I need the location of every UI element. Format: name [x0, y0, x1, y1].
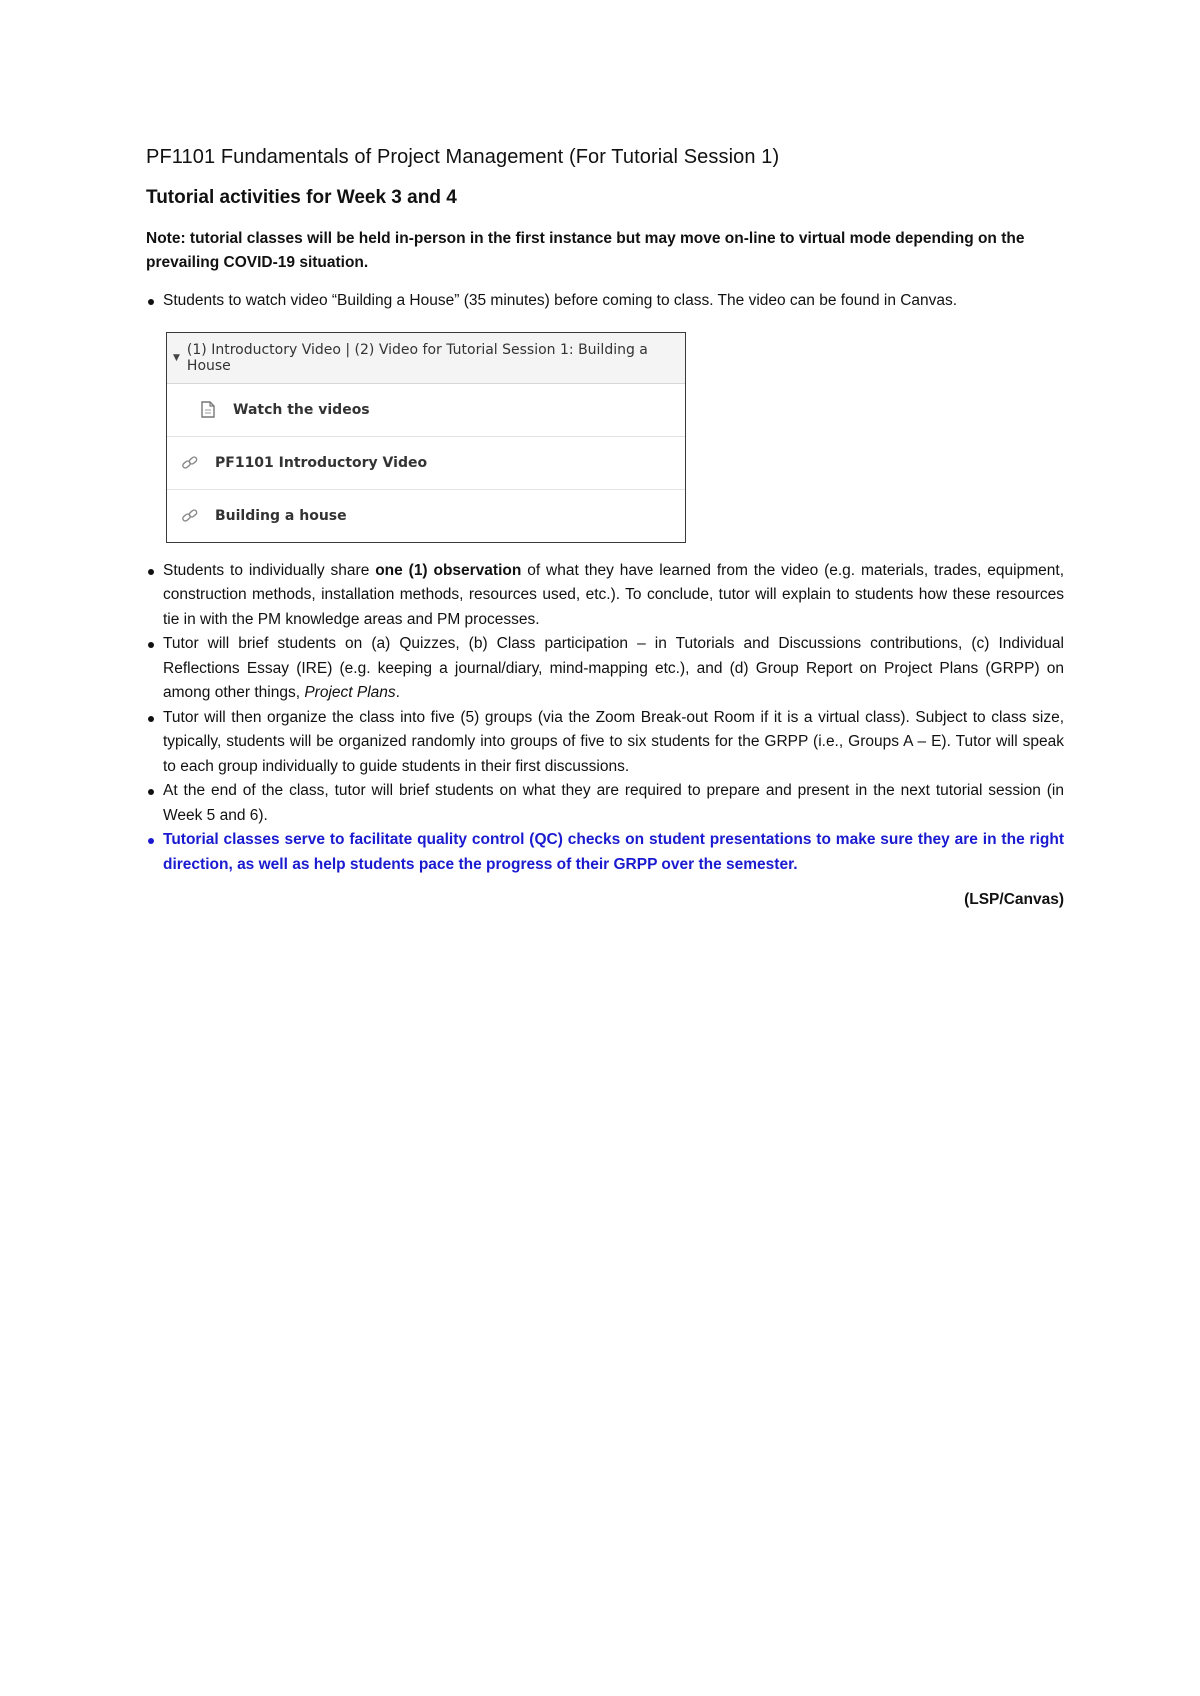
list-item [146, 559, 1064, 633]
link-icon [179, 508, 201, 524]
module-header[interactable] [167, 333, 685, 384]
list-item: At the end of the class, tutor will brief students on what they are required to prepare and present in the next tutorial session (in Week 5 and 6). [146, 779, 1064, 828]
signature: (LSP/Canvas) [964, 891, 1064, 908]
list-item-text: Students to individually share [163, 561, 376, 579]
module-item-introductory-video[interactable] [167, 437, 685, 490]
list-item [146, 632, 1064, 706]
list-item-text: of what they have learned from the video (e.g. materials, trades, equipment, construction methods, installation methods, resources used, etc.). To conclude, tutor will explain to students how these resources tie in with the PM knowledge areas and PM processes. [163, 561, 1064, 628]
note-paragraph [146, 227, 1064, 275]
module-item-label: PF1101 Introductory Video [215, 454, 428, 471]
list-item-emphasis: one (1) observation [375, 561, 522, 579]
list-item: Students to watch video “Building a House” (35 minutes) before coming to class. The video can be found in Canvas. [146, 289, 1064, 314]
list-item-text: . [395, 684, 400, 701]
list-item-text: Tutor will brief students on (a) Quizzes, (b) Class participation – in Tutorials and Discussions contributions, (c) Individual Reflections Essay (IRE) (e.g. keeping a journal/diary, mind-mapping etc.), and (d) Group Report on Project Plans (GRPP) on among other things, [163, 635, 1064, 701]
module-item-building-a-house[interactable] [167, 490, 685, 542]
module-item-label: Building a house [215, 507, 347, 524]
page-icon [197, 401, 219, 418]
module-header-title: (1) Introductory Video | (2) Video for Tutorial Session 1: Building a House [186, 341, 648, 374]
activity-list [146, 289, 1064, 314]
list-item: Tutor will then organize the class into five (5) groups (via the Zoom Break-out Room if it is a virtual class). Subject to class size, typically, students will be organized randomly into groups of five to six students for the GRPP (i.e., Groups A – E). Tutor will speak to each group individually to guide students in their first discussions. [146, 706, 1064, 780]
document-subtitle: Tutorial activities for Week 3 and 4 [146, 187, 457, 208]
document-page [146, 146, 1064, 909]
document-title: PF1101 Fundamentals of Project Management (For Tutorial Session 1) [146, 146, 780, 168]
activity-list-continued [146, 559, 1064, 878]
list-item-highlight: Tutorial classes serve to facilitate quality control (QC) checks on student presentations to make sure they are in the right direction, as well as help students pace the progress of their GRPP over the semester. [146, 828, 1064, 877]
canvas-module-screenshot [166, 332, 686, 543]
note-text: tutorial classes will be held in-person in the first instance but may move on-line to virtual mode depending on the prevailing COVID-19 situation. [146, 230, 1025, 271]
module-item-label: Watch the videos [233, 401, 370, 418]
module-item-watch-videos[interactable] [167, 384, 685, 437]
note-label: Note: [146, 230, 186, 247]
link-icon [179, 455, 201, 471]
list-item-italic: Project Plans [304, 684, 396, 701]
caret-down-icon: ▼ [173, 352, 180, 363]
